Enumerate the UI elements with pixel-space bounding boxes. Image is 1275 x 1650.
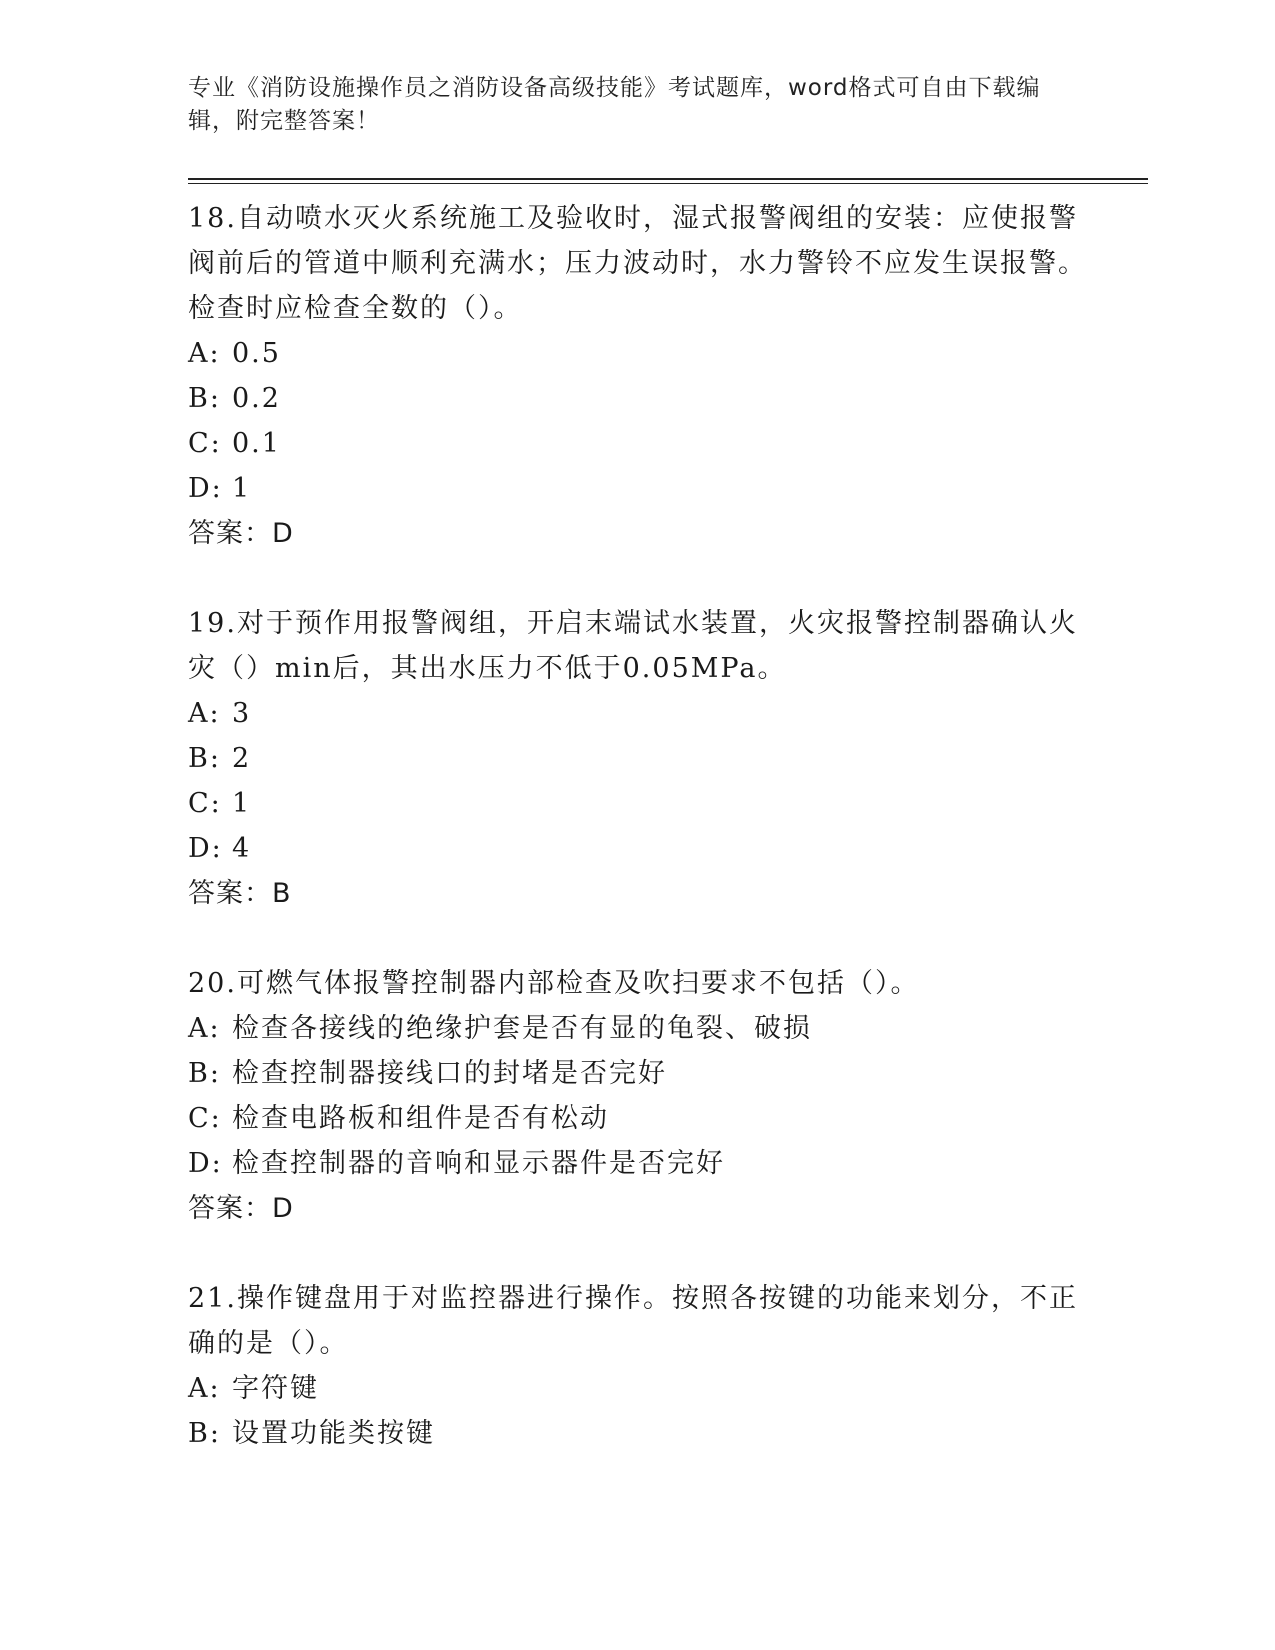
option-key: A: — [188, 1013, 221, 1044]
option-value: 0.5 — [232, 338, 281, 369]
option-value: 检查电路板和组件是否有松动 — [232, 1103, 609, 1134]
answer-line: 答案：D — [188, 518, 294, 549]
option-value: 2 — [232, 743, 252, 774]
option-value: 字符键 — [232, 1373, 319, 1404]
option-key: A: — [188, 698, 221, 729]
option-key: B: — [188, 743, 221, 774]
option-value: 3 — [232, 698, 252, 729]
option-value: 1 — [232, 788, 252, 819]
question-19 — [188, 601, 1148, 916]
option-value: 检查控制器接线口的封堵是否完好 — [232, 1058, 667, 1089]
answer-line: 答案：D — [188, 1193, 294, 1224]
option-a — [188, 691, 1148, 736]
option-a — [188, 1006, 1148, 1051]
question-text: 20.可燃气体报警控制器内部检查及吹扫要求不包括（）。 — [188, 968, 920, 999]
document-page — [188, 72, 1148, 1456]
question-18 — [188, 196, 1148, 556]
document-header: 专业《消防设施操作员之消防设备高级技能》考试题库，word格式可自由下载编辑，附完整答案！ — [188, 75, 1041, 134]
option-b — [188, 376, 1148, 421]
question-21 — [188, 1276, 1148, 1456]
option-value: 4 — [232, 833, 252, 864]
question-text: 18.自动喷水灭火系统施工及验收时，湿式报警阀组的安装：应使报警阀前后的管道中顺利充满水；压力波动时，水力警铃不应发生误报警。检查时应检查全数的（）。 — [188, 203, 1087, 324]
option-d — [188, 466, 1148, 511]
option-c — [188, 421, 1148, 466]
option-c — [188, 781, 1148, 826]
option-key: C: — [188, 428, 222, 459]
option-a — [188, 331, 1148, 376]
option-b — [188, 1051, 1148, 1096]
option-key: B: — [188, 1058, 221, 1089]
option-b — [188, 736, 1148, 781]
option-key: D: — [188, 473, 223, 504]
option-value: 0.1 — [232, 428, 281, 459]
option-key: D: — [188, 833, 223, 864]
question-text: 19.对于预作用报警阀组，开启末端试水装置，火灾报警控制器确认火灾（）min后，其出水压力不低于0.05MPa。 — [188, 608, 1078, 684]
question-text: 21.操作键盘用于对监控器进行操作。按照各按键的功能来划分，不正确的是（）。 — [188, 1283, 1078, 1359]
option-key: A: — [188, 338, 221, 369]
option-b — [188, 1411, 1148, 1456]
answer-line: 答案：B — [188, 878, 292, 909]
option-key: D: — [188, 1148, 223, 1179]
option-key: A: — [188, 1373, 221, 1404]
option-value: 检查控制器的音响和显示器件是否完好 — [232, 1148, 725, 1179]
question-20 — [188, 961, 1148, 1231]
option-d — [188, 1141, 1148, 1186]
option-c — [188, 1096, 1148, 1141]
option-value: 0.2 — [232, 383, 281, 414]
option-value: 检查各接线的绝缘护套是否有显的龟裂、破损 — [232, 1013, 812, 1044]
option-key: C: — [188, 788, 222, 819]
option-d — [188, 826, 1148, 871]
option-value: 1 — [232, 473, 252, 504]
header-divider — [188, 178, 1148, 184]
option-key: B: — [188, 383, 221, 414]
option-key: C: — [188, 1103, 222, 1134]
option-value: 设置功能类按键 — [232, 1418, 435, 1449]
option-key: B: — [188, 1418, 221, 1449]
option-a — [188, 1366, 1148, 1411]
